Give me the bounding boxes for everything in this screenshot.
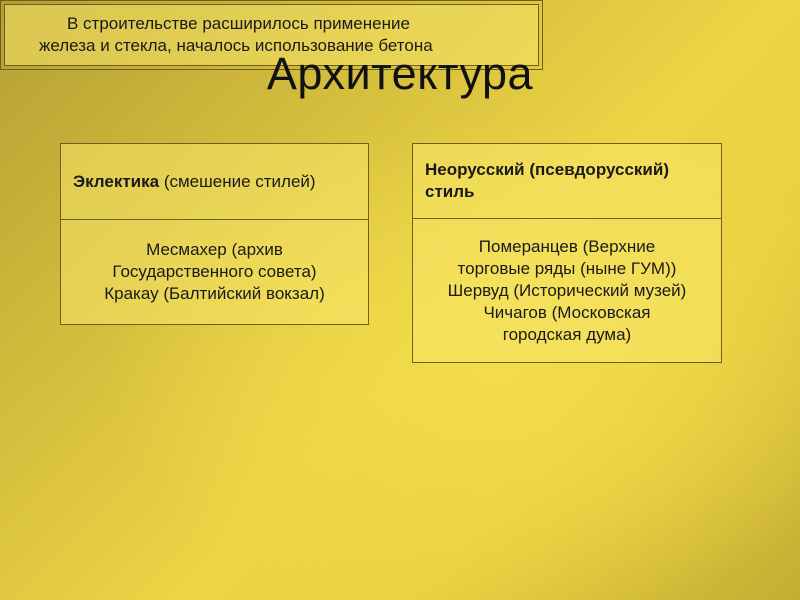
neo-russian-line-5: городская дума) [502,324,632,344]
eclecticism-box [60,143,369,325]
eclecticism-body [61,220,368,324]
eclecticism-line-1: Месмахер (архив [146,240,283,259]
neo-russian-title-line-2: стиль [425,182,475,201]
neo-russian-line-1: Померанцев (Верхние [478,236,656,256]
neo-russian-header [413,144,721,219]
neo-russian-box [412,143,722,363]
construction-note-line-2: железа и стекла, началось использование бетона [39,36,433,55]
eclecticism-header [61,144,368,220]
eclecticism-line-3: Кракау (Балтийский вокзал) [104,284,325,303]
construction-note-line-1: В строительстве расширилось применение [67,14,410,33]
eclecticism-subtitle: (смешение стилей) [159,171,316,191]
neo-russian-title-line-1: Неорусский (псевдорусский) [425,160,669,179]
neo-russian-line-3: Шервуд (Исторический музей) [447,280,687,300]
eclecticism-line-2: Государственного совета) [112,262,317,281]
neo-russian-line-4: Чичагов (Московская [483,302,651,322]
slide-title: Архитектура [266,48,534,99]
neo-russian-body [413,219,721,362]
neo-russian-line-2: торговые ряды (ныне ГУМ)) [457,258,677,278]
eclecticism-title: Эклектика [73,171,160,191]
